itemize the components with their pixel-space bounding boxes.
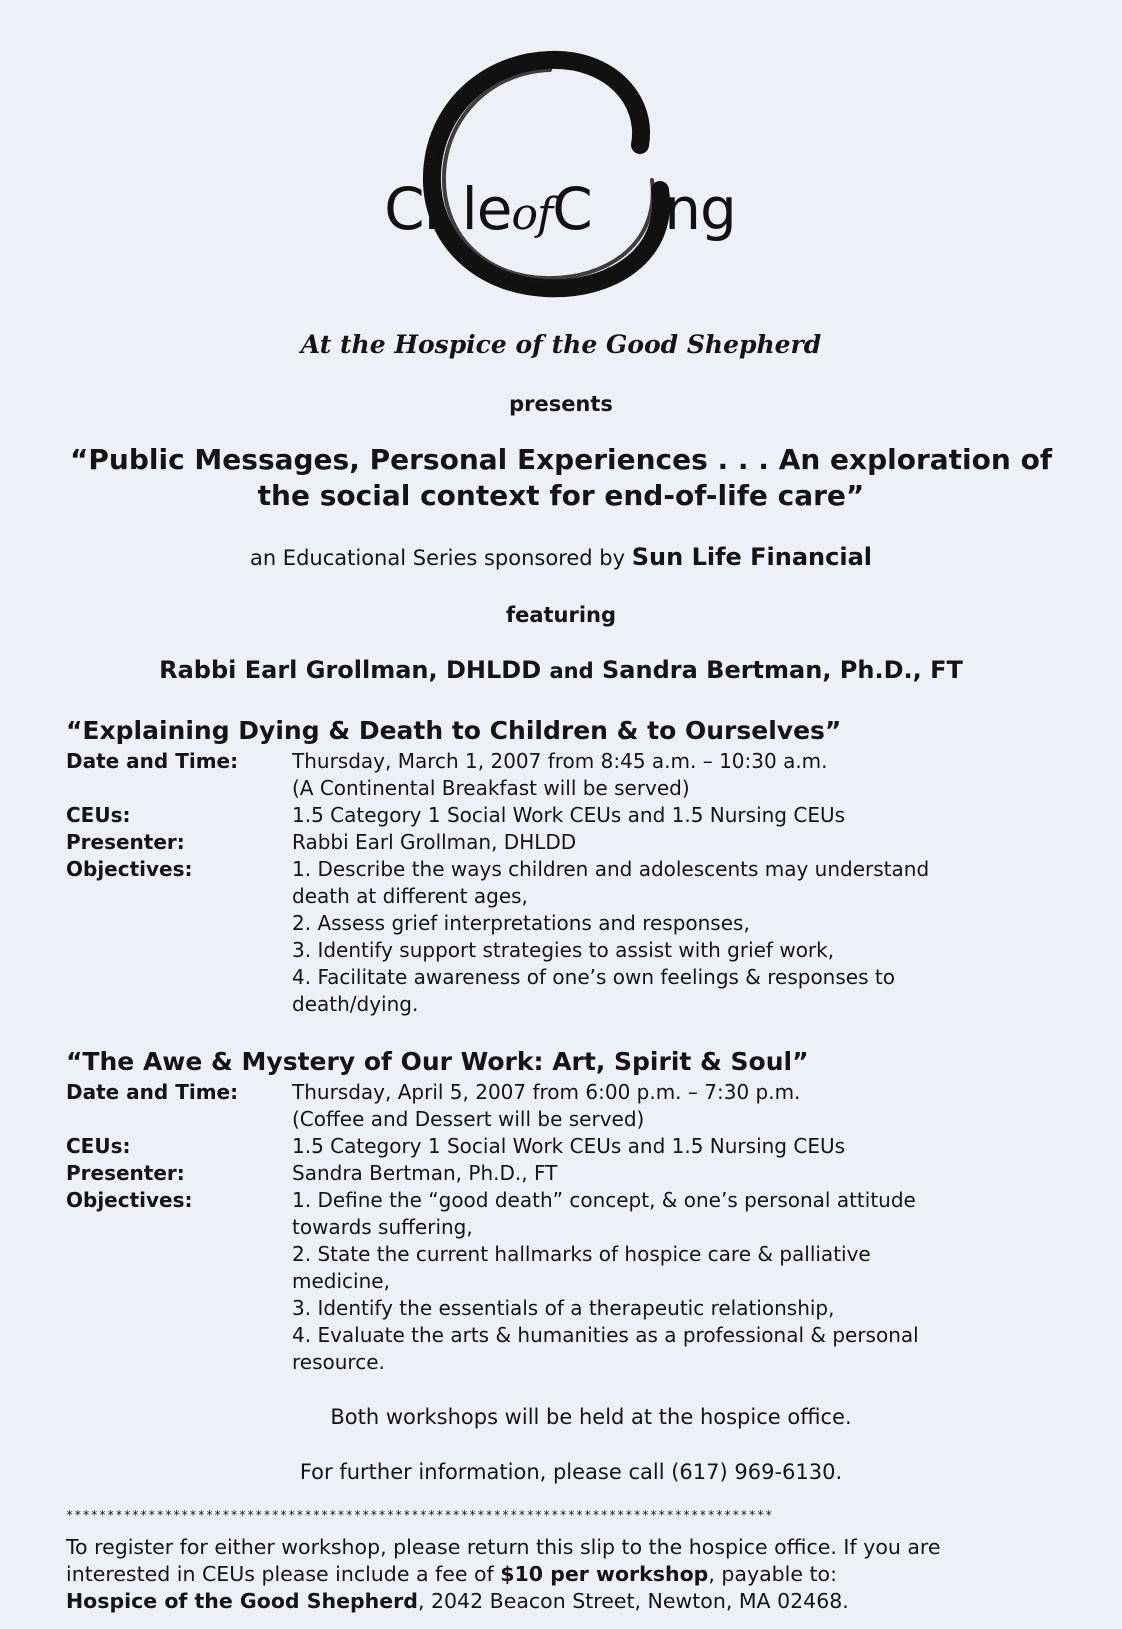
presents-text: presents: [509, 392, 613, 416]
presenter-label: Presenter:: [66, 830, 185, 854]
register-fee-prefix: interested in CEUs please include a fee of: [66, 1562, 494, 1586]
featuring-text: featuring: [505, 603, 617, 627]
objective-line: 4. Evaluate the arts & humanities as a professional & personal: [292, 1323, 919, 1347]
register-address: , 2042 Beacon Street, Newton, MA 02468.: [417, 1589, 849, 1613]
ceus-label: CEUs:: [66, 803, 131, 827]
workshop-2-ceus-row: [66, 1133, 1066, 1160]
workshop-1-ceus: 1.5 Category 1 Social Work CEUs and 1.5 Nursing CEUs: [292, 803, 846, 827]
register-line-3: [66, 1588, 1056, 1615]
workshop-2-date-row: [66, 1079, 1066, 1133]
registration-slip: [66, 1534, 1056, 1615]
speakers-line: [0, 656, 1122, 684]
sponsor-line: [0, 543, 1122, 571]
register-line-1: To register for either workshop, please return this slip to the hospice office. If you are: [66, 1535, 941, 1559]
objective-line: resource.: [292, 1350, 385, 1374]
workshop-1-ceus-row: [66, 802, 1066, 829]
objective-line: death/dying.: [292, 992, 419, 1016]
objective-line: death at different ages,: [292, 884, 528, 908]
objective-line: 4. Facilitate awareness of one’s own feelings & responses to: [292, 965, 895, 989]
date-label: Date and Time:: [66, 1080, 239, 1104]
workshop-1-title: “Explaining Dying & Death to Children & to Ourselves”: [66, 716, 842, 745]
objective-line: 3. Identify the essentials of a therapeutic relationship,: [292, 1296, 835, 1320]
objective-line: 2. Assess grief interpretations and responses,: [292, 911, 750, 935]
location-note: Both workshops will be held at the hospice office.: [330, 1405, 852, 1429]
speaker-first: Rabbi Earl Grollman, DHLDD: [159, 656, 542, 684]
workshop-1: [66, 716, 1066, 1018]
objectives-label: Objectives:: [66, 1188, 193, 1212]
circle-of-caring-logo: [360, 40, 760, 310]
info-note: For further information, please call (617) 969-6130.: [299, 1460, 843, 1484]
series-title: “Public Messages, Personal Experiences . . . An exploration of the social context for end-of-life care”: [69, 443, 1052, 512]
speakers-and: and: [549, 659, 594, 683]
workshop-2-presenter: Sandra Bertman, Ph.D., FT: [292, 1161, 558, 1185]
workshop-1-presenter: Rabbi Earl Grollman, DHLDD: [292, 830, 577, 854]
workshop-1-presenter-row: [66, 829, 1066, 856]
ceus-label: CEUs:: [66, 1134, 131, 1158]
date-label: Date and Time:: [66, 749, 239, 773]
objective-line: medicine,: [292, 1269, 390, 1293]
register-line-2: [66, 1561, 1056, 1588]
objective-line: 2. State the current hallmarks of hospice care & palliative: [292, 1242, 871, 1266]
workshop-2-objectives-row: [66, 1187, 1066, 1376]
objective-line: 1. Define the “good death” concept, & one’s personal attitude: [292, 1188, 916, 1212]
workshop-1-objectives-row: [66, 856, 1066, 1018]
organization-line: At the Hospice of the Good Shepherd: [300, 330, 822, 359]
sponsor-name: Sun Life Financial: [631, 543, 873, 571]
register-org: Hospice of the Good Shepherd: [66, 1589, 418, 1613]
objective-line: 3. Identify support strategies to assist with grief work,: [292, 938, 835, 962]
workshop-2-date: Thursday, April 5, 2007 from 6:00 p.m. – 7:30 p.m.: [292, 1080, 801, 1104]
objective-line: 1. Describe the ways children and adolescents may understand: [292, 857, 930, 881]
register-fee-suffix: , payable to:: [708, 1562, 837, 1586]
workshop-1-date-note: (A Continental Breakfast will be served): [292, 776, 690, 800]
cut-line-divider: **************************************************************************************: [66, 1508, 774, 1522]
workshop-2-presenter-row: [66, 1160, 1066, 1187]
objective-line: towards suffering,: [292, 1215, 473, 1239]
workshop-2: [66, 1047, 1066, 1376]
presenter-label: Presenter:: [66, 1161, 185, 1185]
workshop-1-date-row: [66, 748, 1066, 802]
workshop-1-date: Thursday, March 1, 2007 from 8:45 a.m. – 10:30 a.m.: [292, 749, 828, 773]
objectives-label: Objectives:: [66, 857, 193, 881]
workshop-2-ceus: 1.5 Category 1 Social Work CEUs and 1.5 Nursing CEUs: [292, 1134, 846, 1158]
sponsor-prefix: an Educational Series sponsored by: [249, 546, 626, 570]
logo-wordmark: Ci leofC ng: [384, 175, 736, 243]
workshop-2-title: “The Awe & Mystery of Our Work: Art, Spirit & Soul”: [66, 1047, 809, 1076]
workshop-2-date-note: (Coffee and Dessert will be served): [292, 1107, 645, 1131]
speaker-second: Sandra Bertman, Ph.D., FT: [602, 656, 963, 684]
register-fee: $10 per workshop: [500, 1562, 709, 1586]
